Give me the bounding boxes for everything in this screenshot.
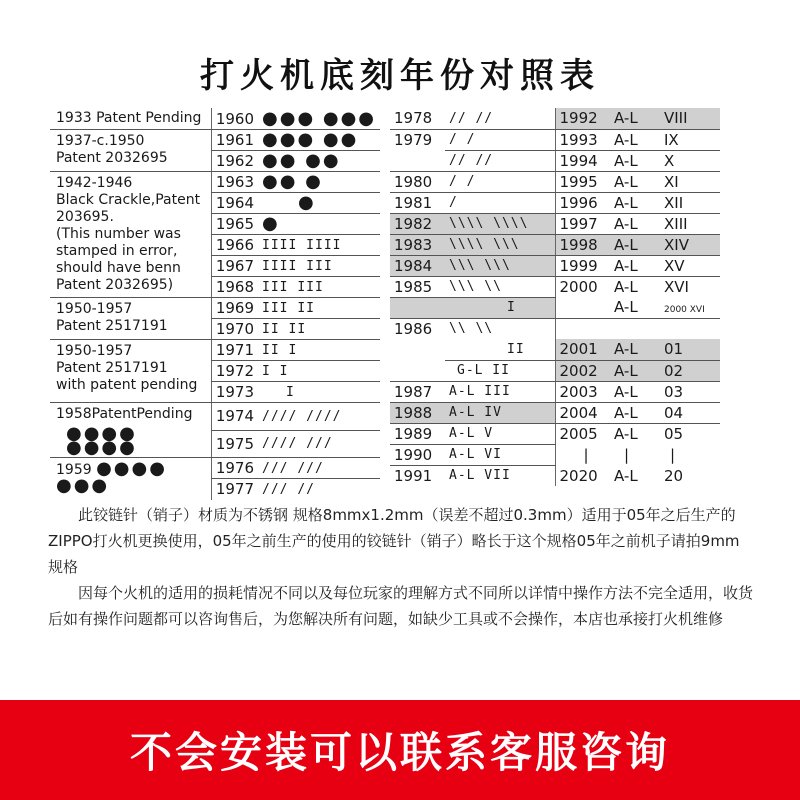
code-cell: XIV: [660, 234, 720, 255]
info-1958: [50, 403, 211, 458]
year-cell: 1993: [555, 129, 610, 150]
code-cell: A-L III: [445, 381, 555, 402]
info-line: 203695.: [56, 209, 114, 225]
year-cell: 1968: [211, 277, 258, 298]
year-cell: 1987: [390, 381, 445, 402]
code-cell: II I: [258, 340, 380, 361]
table-row: [390, 339, 720, 360]
code-cell: A-L V: [445, 423, 555, 444]
code-cell: /// //: [262, 481, 315, 497]
code-cell: II II: [258, 319, 380, 340]
year-cell: 1997: [555, 213, 610, 234]
code-cell: ●●● ●●●: [258, 108, 380, 130]
code-cell: A-L VII: [449, 468, 511, 484]
code-cell: \\ \\: [449, 321, 494, 337]
code-cell: //// ////: [258, 403, 380, 431]
year-cell: 2002: [555, 360, 610, 381]
notes: [48, 502, 753, 632]
code-cell: \\\ \\: [445, 276, 555, 297]
table-row: [390, 444, 720, 465]
info-1950b: [50, 340, 211, 403]
info-dots: ●●●● ●●●●: [66, 423, 137, 458]
year-cell: 1979: [394, 130, 433, 149]
info-line: Black Crackle,Patent: [56, 192, 201, 208]
info-line: Patent 2032695: [56, 150, 168, 166]
table-row: [50, 458, 380, 479]
year-cell: 2020: [555, 465, 610, 486]
code-cell: II: [445, 339, 555, 360]
code-cell: I: [258, 382, 380, 403]
year-cell: 1980: [390, 171, 445, 192]
code-cell: I I: [258, 361, 380, 382]
year-cell: 2000: [555, 276, 610, 297]
table-row: [50, 403, 380, 431]
info-line: 1942-1946: [56, 175, 133, 191]
code-cell: ●●● ●●: [258, 130, 380, 151]
info-year: 1959: [56, 462, 92, 479]
code-cell: VIII: [660, 108, 720, 129]
table-row: [390, 171, 720, 192]
year-cell: 1982: [390, 213, 445, 234]
code-cell: 20: [664, 466, 684, 485]
code-cell: 03: [660, 381, 720, 402]
year-cell: 1967: [211, 256, 258, 277]
code-cell: XVI: [664, 277, 689, 296]
table-row: [390, 402, 720, 423]
year-cell: [390, 360, 445, 381]
code-cell: A-L IV: [445, 402, 555, 423]
code-cell: XV: [660, 255, 720, 276]
year-cell: [390, 150, 445, 171]
info-dots: ●●●● ●●●: [56, 458, 167, 497]
year-cell: 1960: [211, 108, 258, 130]
left-year-table: [50, 108, 380, 500]
code-cell: / /: [445, 171, 555, 192]
year-cell: 1989: [390, 423, 445, 444]
table-row: [50, 340, 380, 361]
year-cell: 1992: [555, 108, 610, 129]
table-row: [390, 108, 720, 129]
year-cell: 1974: [211, 403, 258, 431]
code-cell: ●● ●: [258, 172, 380, 193]
table-row: [390, 423, 720, 444]
info-line: stamped in error,: [56, 243, 178, 259]
table-row: [390, 150, 720, 171]
table-row: [390, 360, 720, 381]
year-cell: 1995: [555, 171, 610, 192]
year-cell: [390, 297, 445, 318]
year-cell: 1973: [211, 382, 258, 403]
code-cell: III II: [258, 298, 380, 319]
year-cell: 1965: [211, 214, 258, 235]
range-cell: A-L: [610, 108, 660, 129]
year-cell: 1978: [390, 108, 445, 129]
info-line: with patent pending: [56, 377, 198, 393]
code-cell: IIII III: [258, 256, 380, 277]
year-cell: 1976: [211, 458, 258, 479]
note-paragraph-1: 此铰链针（销子）材质为不锈钢 规格8mmx1.2mm（误差不超过0.3mm）适用于05年之后生产的ZIPPO打火机更换使用，05年之前生产的使用的铰链针（销子）略长于这个规格05年之前机子请拍9mm规格: [48, 506, 740, 576]
year-cell: 1983: [390, 234, 445, 255]
year-cell: [390, 339, 445, 360]
info-line: 1958PatentPending: [56, 406, 193, 422]
code-cell: 05: [664, 424, 684, 443]
code-cell: A-L VI: [445, 444, 555, 465]
year-cell: 1991: [394, 466, 433, 485]
year-cell: 1961: [211, 130, 258, 151]
year-cell: 2001: [555, 339, 610, 360]
code-cell: G-L II: [445, 360, 555, 381]
year-cell: 1966: [211, 235, 258, 256]
year-cell: 1994: [555, 150, 610, 171]
year-cell: 1998: [555, 234, 610, 255]
range-cell: A-L: [610, 381, 660, 402]
code-cell: [660, 297, 720, 318]
range-cell: |: [624, 445, 630, 464]
info-line: Patent 2517191: [56, 360, 168, 376]
banner-text: 不会安装可以联系客服咨询: [129, 728, 670, 777]
range-cell: A-L: [610, 150, 660, 171]
info-1933: 1933 Patent Pending: [50, 108, 211, 130]
year-cell: 1975: [211, 430, 258, 458]
range-cell: A-L: [614, 466, 638, 485]
code-cell: XI: [660, 171, 720, 192]
table-row: [390, 213, 720, 234]
code-cell: // //: [445, 108, 555, 129]
table-row: [390, 255, 720, 276]
note-paragraph-2: 因每个火机的适用的损耗情况不同以及每位玩家的理解方式不同所以详情中操作方法不完全适用，收货后如有操作问题都可以咨询售后，为您解决所有问题，如缺少工具或不会操作，本店也承接打火机维修: [48, 584, 754, 628]
range-cell: A-L: [610, 234, 660, 255]
year-cell: 1996: [555, 192, 610, 213]
year-cell: 1988: [390, 402, 445, 423]
table-row: [390, 318, 720, 339]
year-cell: 1964: [211, 193, 258, 214]
year-cell: 2003: [555, 381, 610, 402]
table-row: [390, 276, 720, 297]
year-cell: 1985: [390, 276, 445, 297]
year-cell: 1963: [211, 172, 258, 193]
info-line: Patent 2032695): [56, 277, 174, 293]
table-row: [390, 192, 720, 213]
year-cell: |: [555, 444, 610, 465]
table-row: [50, 298, 380, 319]
year-cell: 1981: [390, 192, 445, 213]
code-cell: 04: [660, 402, 720, 423]
code-cell: X: [660, 150, 720, 171]
range-cell: A-L: [614, 277, 638, 296]
info-line: 1950-1957: [56, 343, 133, 359]
code-cell: 01: [660, 339, 720, 360]
range-cell: A-L: [610, 192, 660, 213]
code-cell: IIII IIII: [258, 235, 380, 256]
code-cell: /// ///: [258, 458, 380, 479]
year-cell: 1970: [211, 319, 258, 340]
code-cell: // //: [445, 150, 555, 171]
code-cell: \\\ \\\: [445, 255, 555, 276]
code-cell: XII: [660, 192, 720, 213]
range-cell: A-L: [610, 213, 660, 234]
table-row: [50, 108, 380, 130]
code-cell: ●● ●●: [258, 151, 380, 172]
code-cell: III III: [258, 277, 380, 298]
code-cell: IX: [660, 129, 720, 150]
code-cell: |: [670, 445, 676, 464]
table-row: [390, 381, 720, 402]
range-cell: A-L: [610, 129, 660, 150]
year-cell: [555, 297, 610, 318]
code-cell: /: [445, 192, 555, 213]
code-cell: \\\\ \\\: [445, 234, 555, 255]
info-line: 1950-1957: [56, 301, 133, 317]
year-cell: 2004: [555, 402, 610, 423]
year-cell: 1969: [211, 298, 258, 319]
range-cell: A-L: [610, 339, 660, 360]
year-cell: 2005: [555, 423, 610, 444]
year-cell: 1984: [390, 255, 445, 276]
range-cell: A-L: [614, 424, 638, 443]
code-cell: //// ///: [258, 430, 380, 458]
code-cell: \\\\ \\\\: [445, 213, 555, 234]
year-cell: 1962: [211, 151, 258, 172]
page-title: 打火机底刻年份对照表: [200, 56, 600, 96]
range-cell: A-L: [610, 402, 660, 423]
code-cell: ●: [258, 193, 380, 214]
range-cell: A-L: [610, 360, 660, 381]
year-cell: 1972: [211, 361, 258, 382]
code-cell: I: [445, 297, 555, 318]
info-line: should have benn: [56, 260, 181, 276]
blank-cell: [555, 318, 720, 339]
info-1937: [50, 130, 211, 172]
info-1950a: [50, 298, 211, 340]
table-row: [50, 172, 380, 193]
table-row: [390, 129, 720, 150]
info-line: 1937-c.1950: [56, 133, 145, 149]
table-row: [50, 130, 380, 151]
info-1942: [50, 172, 211, 298]
code-small: 2000 XVI: [664, 305, 705, 316]
year-cell: 1999: [555, 255, 610, 276]
info-line: Patent 2517191: [56, 318, 168, 334]
info-1959: [50, 458, 211, 500]
info-line: (This number was: [56, 226, 181, 242]
table-row: [390, 465, 720, 486]
range-cell: A-L: [610, 171, 660, 192]
year-cell: 1971: [211, 340, 258, 361]
year-cell: 1977: [211, 479, 258, 500]
year-cell: 1990: [390, 444, 445, 465]
year-cell: 1986: [394, 319, 433, 338]
code-cell: XIII: [660, 213, 720, 234]
code-cell: ●: [258, 214, 380, 235]
table-row: [390, 234, 720, 255]
table-row: [390, 297, 720, 318]
range-cell: A-L: [610, 297, 660, 318]
contact-banner: [0, 700, 800, 800]
code-cell: / /: [445, 129, 555, 150]
code-cell: 02: [660, 360, 720, 381]
right-year-table: [390, 108, 720, 486]
range-cell: A-L: [610, 255, 660, 276]
